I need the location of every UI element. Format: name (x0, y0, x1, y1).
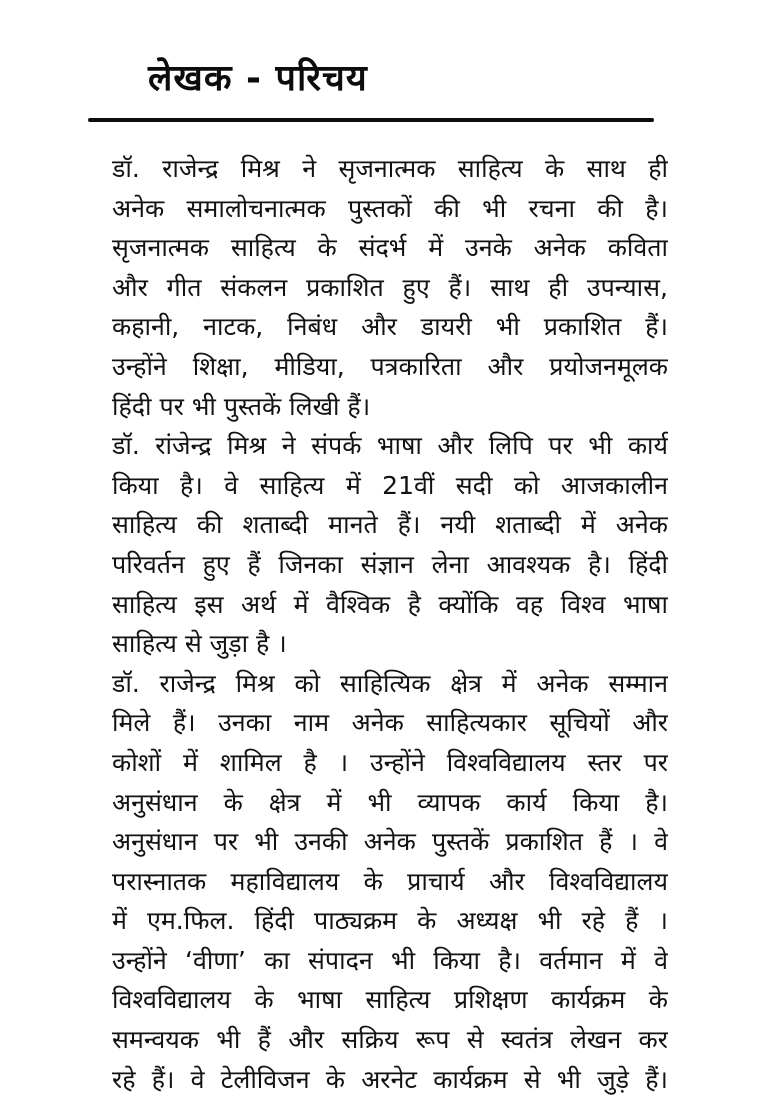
paragraph (112, 664, 668, 1100)
body-text (112, 149, 668, 1099)
text-line: विश्वविद्यालय के भाषा साहित्य प्रशिक्षण कार्यक्रम के (112, 985, 668, 1015)
text-line: समन्वयक भी हैं और सक्रिय रूप से स्वतंत्र लेखन कर (112, 1025, 668, 1055)
text-line: और गीत संकलन प्रकाशित हुए हैं। साथ ही उपन्यास, (112, 272, 668, 302)
text-line: साहित्य की शताब्दी मानते हैं। नयी शताब्दी में अनेक (112, 510, 668, 540)
text-line: साहित्य से जुड़ा है । (112, 629, 287, 659)
text-line: साहित्य इस अर्थ में वैश्विक है क्योंकि वह विश्व भाषा (112, 589, 668, 619)
text-line: परास्नातक महाविद्यालय के प्राचार्य और विश्वविद्यालय (112, 866, 668, 896)
text-line: अनेक समालोचनात्मक पुस्तकों की भी रचना की है। (112, 193, 668, 223)
text-line: सृजनात्मक साहित्य के संदर्भ में उनके अनेक कविता (112, 233, 668, 263)
text-line: डॉ. राजेन्द्र मिश्र को साहित्यिक क्षेत्र में अनेक सम्मान (112, 668, 668, 698)
text-line: किया है। वे साहित्य में 21वीं सदी को आजकालीन (112, 470, 668, 500)
text-line: में एम.फिल. हिंदी पाठ्यक्रम के अध्यक्ष भी रहे हैं । (112, 906, 668, 936)
title-divider-rule (88, 118, 654, 122)
text-line: मिले हैं। उनका नाम अनेक साहित्यकार सूचियों और (112, 708, 668, 738)
text-line: डॉ. राजेन्द्र मिश्र ने सृजनात्मक साहित्य के साथ ही (112, 154, 668, 183)
text-line: रहे हैं। वे टेलीविजन के अरनेट कार्यक्रम से भी जुड़े हैं। (112, 1064, 668, 1094)
text-line: हिंदी पर भी पुस्तकें लिखी हैं। (112, 391, 371, 421)
paragraph (112, 426, 668, 664)
text-line: अनुसंधान पर भी उनकी अनेक पुस्तकें प्रकाशित हैं । वे (112, 827, 668, 857)
text-line: उन्होंने ‘वीणा’ का संपादन भी किया है। वर्तमान में वे (112, 945, 668, 975)
page-title: लेखक - परिचय (148, 58, 368, 99)
text-line: उन्होंने शिक्षा, मीडिया, पत्रकारिता और प्रयोजनमूलक (112, 351, 668, 381)
text-line: कहानी, नाटक, निबंध और डायरी भी प्रकाशित हैं। (112, 312, 668, 342)
text-line: कोशों में शामिल है । उन्होंने विश्वविद्यालय स्तर पर (112, 747, 668, 777)
text-line: परिवर्तन हुए हैं जिनका संज्ञान लेना आवश्यक है। हिंदी (112, 549, 668, 579)
text-line: डॉ. रांजेन्द्र मिश्र ने संपर्क भाषा और लिपि पर भी कार्य (112, 431, 668, 461)
text-line: अनुसंधान के क्षेत्र में भी व्यापक कार्य किया है। (112, 787, 668, 817)
paragraph (112, 149, 668, 426)
